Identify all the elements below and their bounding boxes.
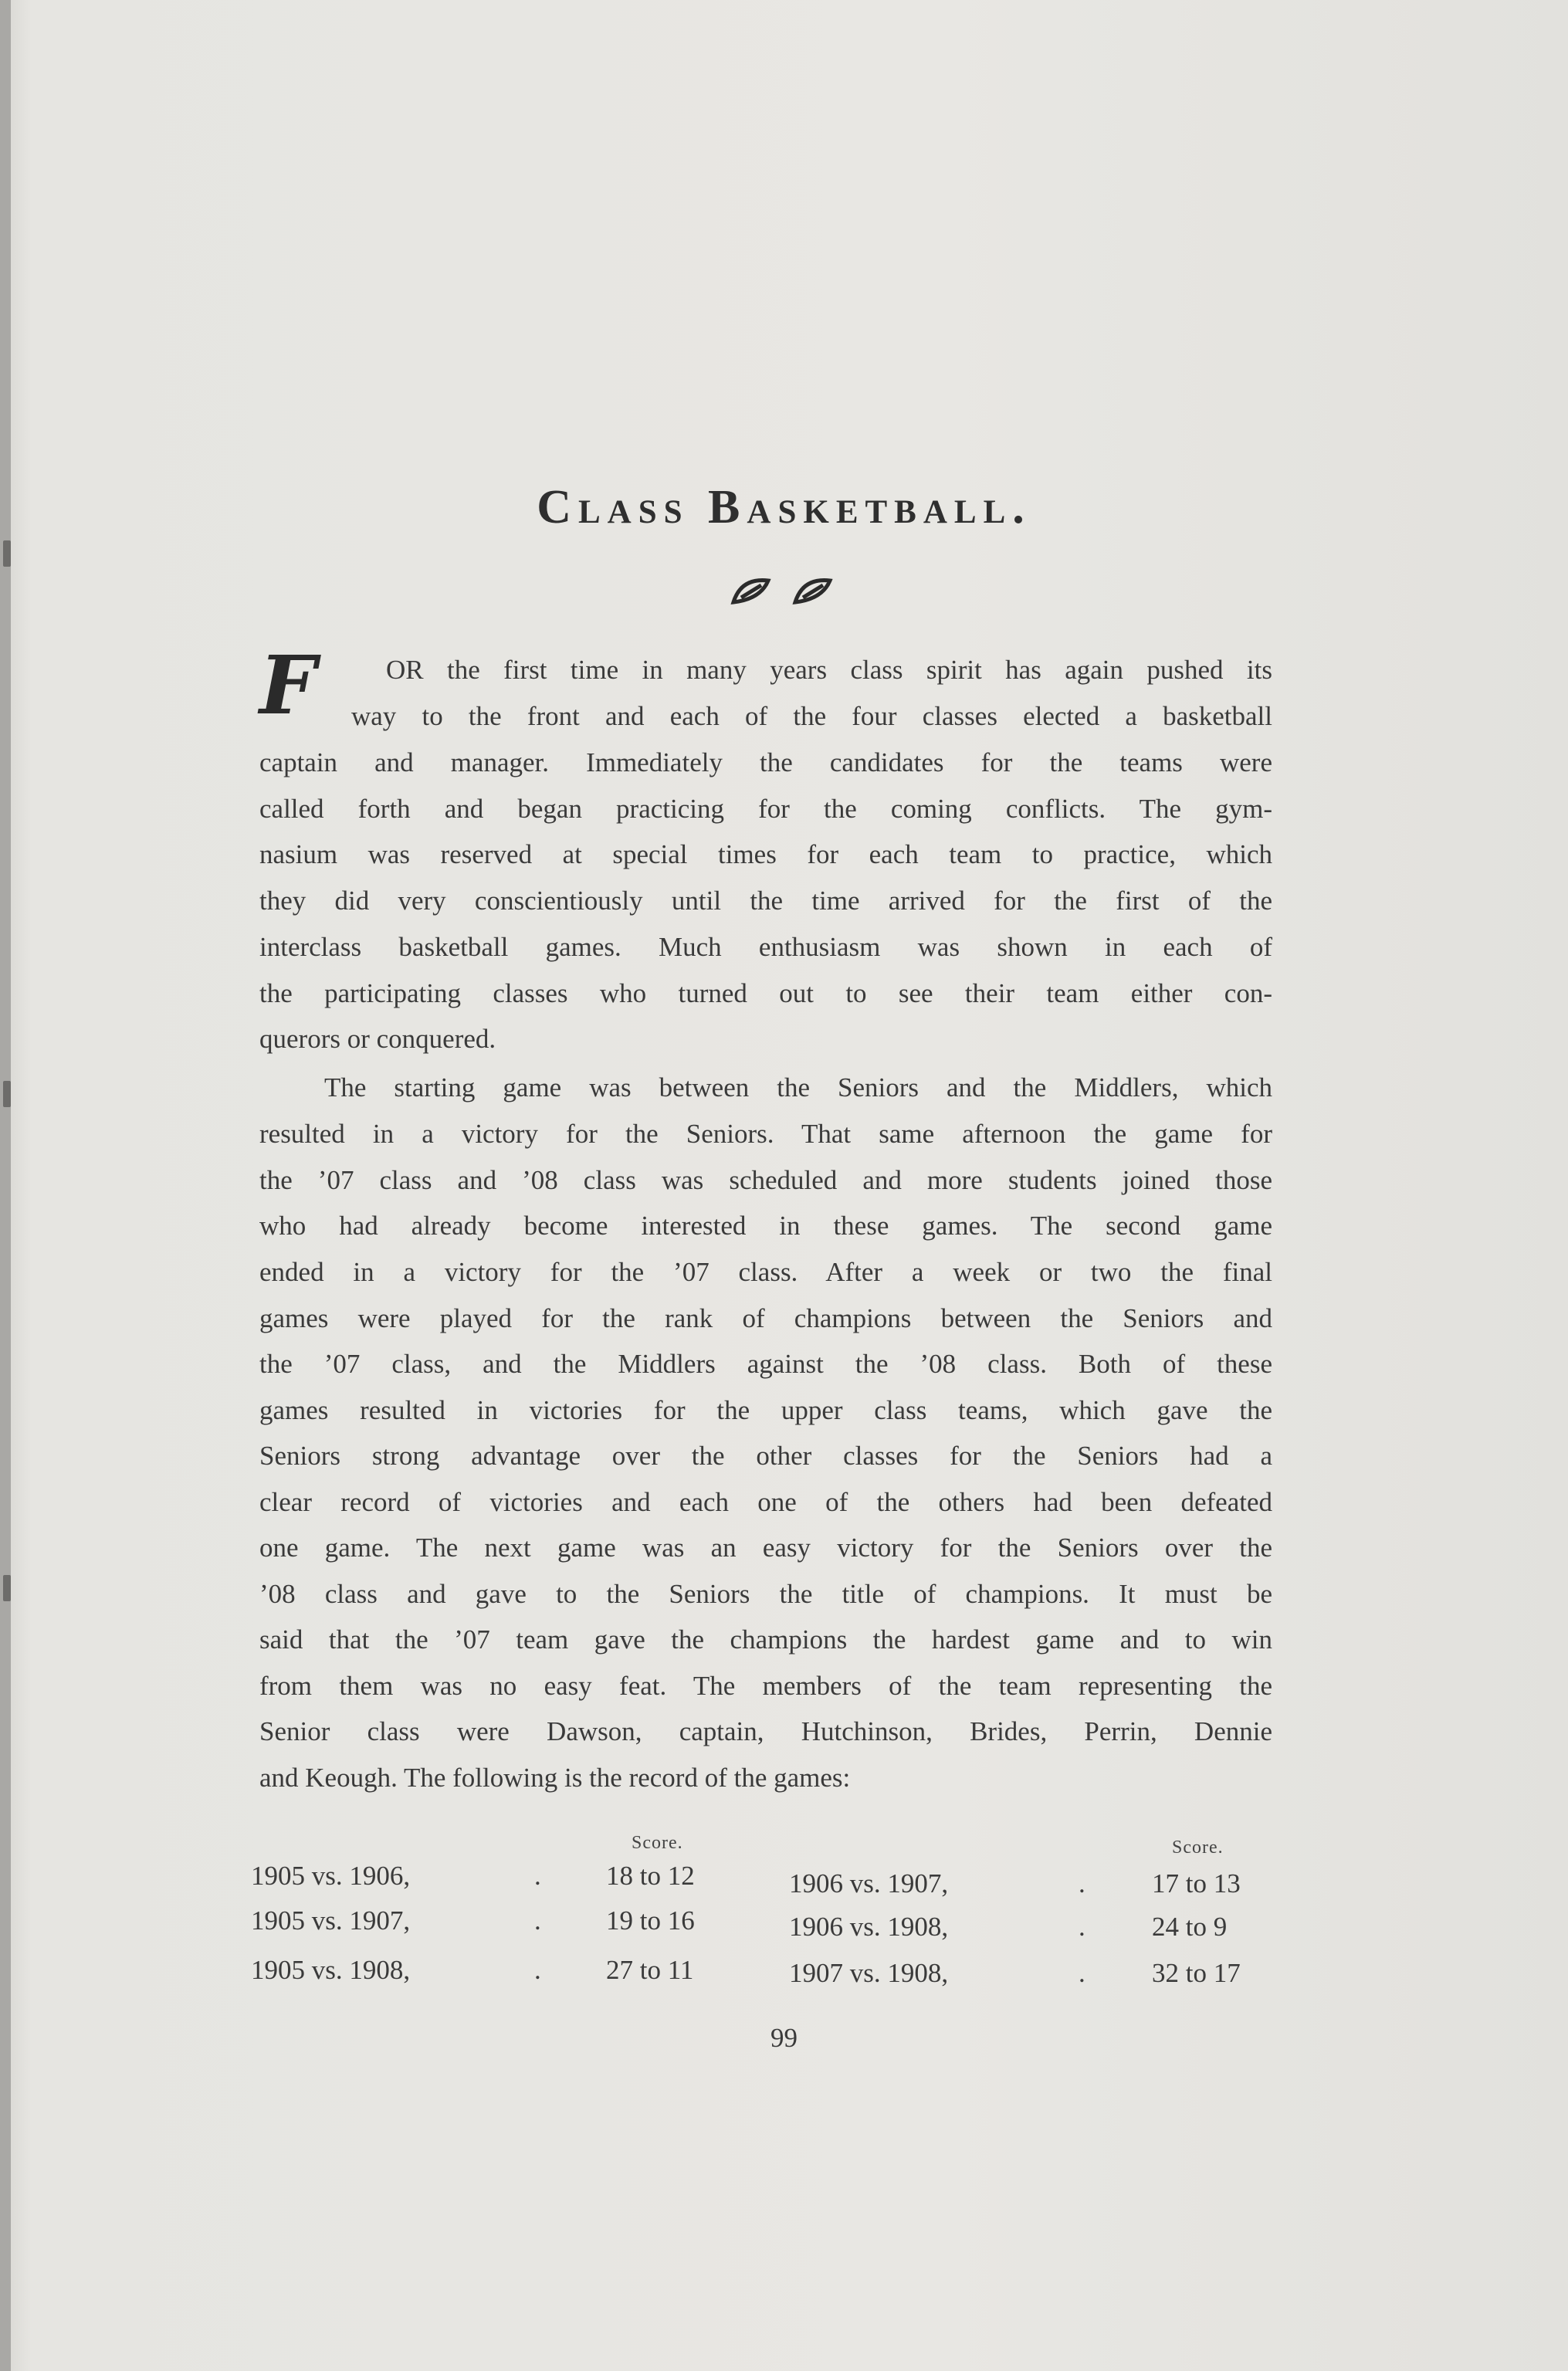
score-header-right: Score. [1172,1838,1224,1858]
text-line: games resulted in victories for the upper class teams, which gave the [259,1395,1272,1425]
match-score: 32 to 17 [1152,1958,1241,1988]
match-label: 1907 vs. 1908, [789,1958,949,1988]
spine-mark [3,1081,11,1107]
match-score: 18 to 12 [606,1861,695,1891]
match-label: 1906 vs. 1908, [789,1912,949,1942]
match-score: 27 to 11 [606,1955,694,1985]
leader-dot: . [1079,1958,1085,1988]
text-line: Seniors strong advantage over the other classes for the Seniors had a [259,1441,1272,1471]
leader-dot: . [1079,1912,1085,1942]
text-line: resulted in a victory for the Seniors. That same afternoon the game for [259,1119,1272,1149]
text-line: and Keough. The following is the record of the games: [259,1763,851,1793]
text-line: captain and manager. Immediately the candidates for the teams were [259,747,1272,777]
text-line: querors or conquered. [259,1024,496,1054]
match-label: 1905 vs. 1906, [251,1861,411,1891]
page-number: 99 [770,2023,798,2053]
book-spine-edge [0,0,11,2371]
text-line: clear record of victories and each one of the others had been defeated [259,1487,1272,1517]
text-line: called forth and began practicing for the coming conflicts. The gym- [259,794,1272,824]
text-line: OR the first time in many years class spirit has again pushed its [386,655,1272,685]
text-line: games were played for the rank of champions between the Seniors and [259,1303,1272,1333]
leader-dot: . [534,1955,541,1985]
text-line: the ’07 class and ’08 class was scheduled and more students joined those [259,1165,1272,1195]
leader-dot: . [534,1905,541,1936]
match-score: 19 to 16 [606,1905,695,1936]
match-label: 1906 vs. 1907, [789,1868,949,1898]
text-line: The starting game was between the Seniors and the Middlers, which [324,1072,1272,1103]
text-line: ended in a victory for the ’07 class. After a week or two the final [259,1257,1272,1287]
page-title: Class Basketball. [537,481,1031,533]
text-line: one game. The next game was an easy victory for the Seniors over the [259,1533,1272,1563]
leaf-ornament-icon [726,571,842,610]
text-line: they did very conscientiously until the time arrived for the first of the [259,886,1272,916]
drop-cap: F [259,638,317,733]
spine-mark [3,1575,11,1601]
text-line: who had already become interested in these games. The second game [259,1211,1272,1241]
text-line: Senior class were Dawson, captain, Hutchinson, Brides, Perrin, Dennie [259,1716,1272,1746]
match-score: 17 to 13 [1152,1868,1241,1898]
text-line: the participating classes who turned out to see their team either con- [259,978,1272,1008]
text-line: said that the ’07 team gave the champions the hardest game and to win [259,1624,1272,1655]
match-label: 1905 vs. 1908, [251,1955,411,1985]
score-header-left: Score. [632,1833,683,1853]
leader-dot: . [1079,1868,1085,1898]
match-score: 24 to 9 [1152,1912,1228,1942]
text-line: nasium was reserved at special times for each team to practice, which [259,839,1272,869]
leader-dot: . [534,1861,541,1891]
spine-mark [3,540,11,567]
text-line: the ’07 class, and the Middlers against the ’08 class. Both of these [259,1349,1272,1379]
match-label: 1905 vs. 1907, [251,1905,411,1936]
text-line: ’08 class and gave to the Seniors the title of champions. It must be [259,1579,1272,1609]
text-line: interclass basketball games. Much enthusiasm was shown in each of [259,932,1272,962]
text-line: from them was no easy feat. The members of the team representing the [259,1671,1272,1701]
text-line: way to the front and each of the four classes elected a basketball [351,701,1272,731]
